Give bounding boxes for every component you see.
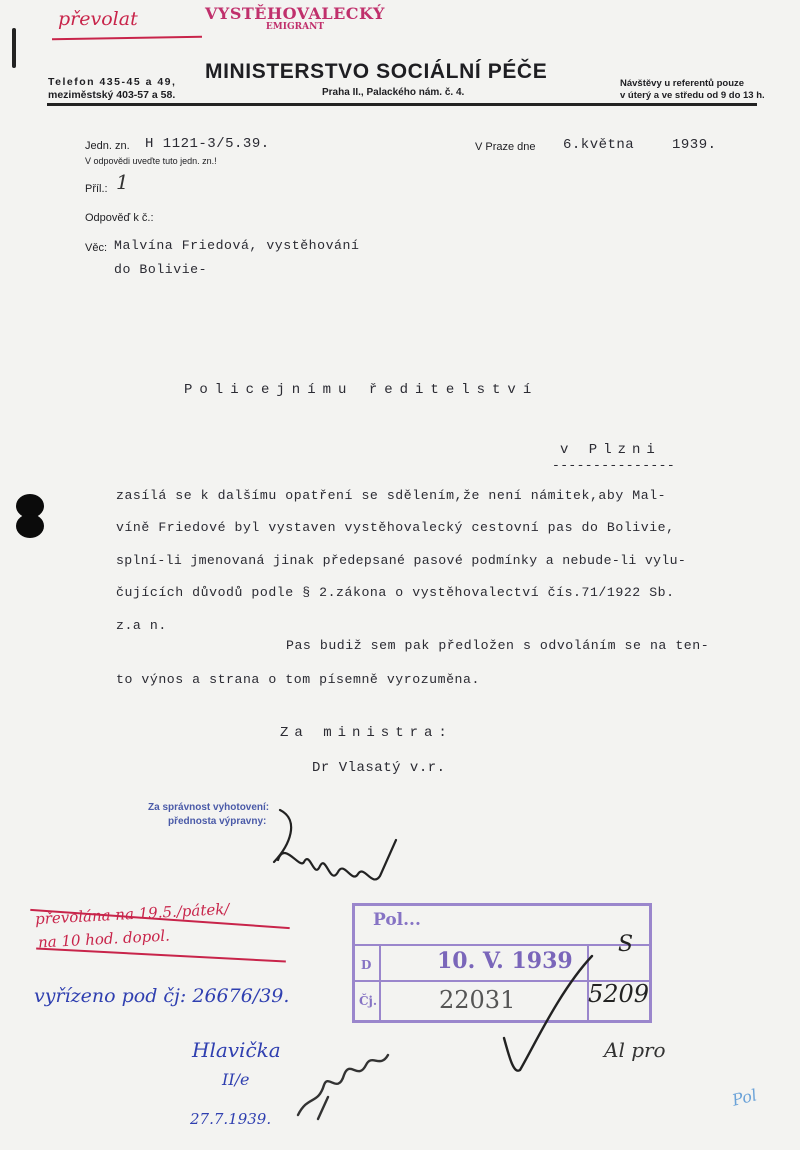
- reference-note: V odpovědi uveďte tuto jedn. zn.!: [85, 156, 217, 166]
- stamp-cj-number: 22031: [439, 986, 516, 1014]
- stamp-date-prefix: D: [361, 958, 372, 972]
- city-underline: ---------------: [552, 458, 676, 473]
- certification-line1: Za správnost vyhotovení:: [148, 802, 270, 813]
- date-label: V Praze dne: [475, 141, 536, 153]
- handwritten-summons-line1: převolána na 19.5./pátek/: [34, 899, 230, 929]
- body-line: Pas budiž sem pak předložen s odvoláním se na ten-: [286, 638, 710, 653]
- year-value: 1939.: [672, 137, 717, 153]
- stamp-divider: [379, 944, 381, 1020]
- visiting-hours: [620, 78, 765, 102]
- emigrant-stamp-line2: EMIGRANT: [265, 21, 325, 32]
- attachments-label: Příl.:: [85, 183, 108, 195]
- handwritten-summons-underline: [36, 947, 286, 962]
- body-line: splní-li jmenovaná jinak předepsané pasové podmínky a nebude-li vylu-: [116, 553, 687, 568]
- phone-line1: Telefon 435-45 a 49,: [48, 76, 177, 88]
- visits-line1: Návštěvy u referentů pouze: [620, 78, 745, 89]
- attachments-value: 1: [116, 170, 129, 194]
- signoff: Za ministra:: [280, 725, 453, 741]
- certification-line2: přednosta výpravny:: [168, 816, 267, 827]
- letterhead-rule: [47, 103, 757, 106]
- stamp-check-stroke: [500, 950, 600, 1080]
- stamp-date: 10. V. 1939: [437, 948, 573, 974]
- reference-number: H 1121-3/5.39.: [145, 136, 270, 152]
- stamp-handwritten-number: 5209: [588, 980, 650, 1008]
- body-line: čujících důvodů podle § 2.zákona o vystěhovalectví čís.71/1922 Sb.: [116, 585, 675, 600]
- stamp-cj-prefix: Čj.: [359, 994, 378, 1008]
- body-line: z.a n.: [116, 618, 167, 633]
- date-value: 6.května: [563, 137, 635, 153]
- handwritten-corner-mark: Pol: [730, 1085, 759, 1110]
- ministry-title: MINISTERSTVO SOCIÁLNÍ PÉČE: [205, 60, 548, 83]
- body-line: víně Friedové byl vystaven vystěhovalecký cestovní pas do Bolivie,: [116, 520, 675, 535]
- stamp-divider: [355, 944, 649, 946]
- handwritten-code: II/e: [222, 1070, 250, 1089]
- handwritten-initials: [288, 1035, 408, 1125]
- handwritten-signature: [260, 800, 420, 910]
- addressee-city: v Plzni: [560, 442, 661, 458]
- handwritten-note-top: převolat: [58, 8, 138, 30]
- stamp-header: Pol...: [373, 910, 421, 930]
- stamp-handwritten-bottom: Al pro: [604, 1038, 666, 1062]
- subject-line2: do Bolivie-: [114, 262, 208, 277]
- emigrant-stamp-line1: VYSTĚHOVALECKÝ: [205, 4, 385, 23]
- binder-mark: [12, 28, 16, 68]
- handwritten-name: Hlavička: [192, 1038, 281, 1062]
- punch-hole-bottom: [16, 514, 44, 538]
- emigrant-stamp: [205, 6, 385, 32]
- visits-line2: v úterý a ve středu od 9 do 13 h.: [620, 90, 765, 101]
- letterhead-phone: [48, 76, 176, 102]
- body-line: to výnos a strana o tom písemně vyrozuměna.: [116, 672, 480, 687]
- addressee: Policejnímu ředitelství: [184, 382, 539, 398]
- subject-label: Věc:: [85, 242, 108, 254]
- handwritten-resolution-note: vyřízeno pod čj: 26676/39.: [34, 985, 290, 1007]
- reference-label: Jedn. zn.: [85, 140, 130, 152]
- subject-line1: Malvína Friedová, vystěhování: [114, 238, 360, 253]
- stamp-handwritten-top: S: [618, 932, 634, 957]
- reply-to-label: Odpověď k č.:: [85, 212, 154, 224]
- handwritten-date: 27.7.1939.: [190, 1110, 272, 1128]
- handwritten-note-top-underline: [52, 36, 202, 41]
- handwritten-summons-line2: na 10 hod. dopol.: [37, 926, 171, 952]
- body-line: zasílá se k dalšímu opatření se sdělením,že není námitek,aby Mal-: [116, 488, 667, 503]
- ministry-address: Praha II., Palackého nám. č. 4.: [322, 87, 465, 98]
- phone-line2: meziměstský 403-57 a 58.: [48, 89, 176, 101]
- signatory: Dr Vlasatý v.r.: [312, 760, 446, 776]
- certification-stamp: [148, 801, 269, 829]
